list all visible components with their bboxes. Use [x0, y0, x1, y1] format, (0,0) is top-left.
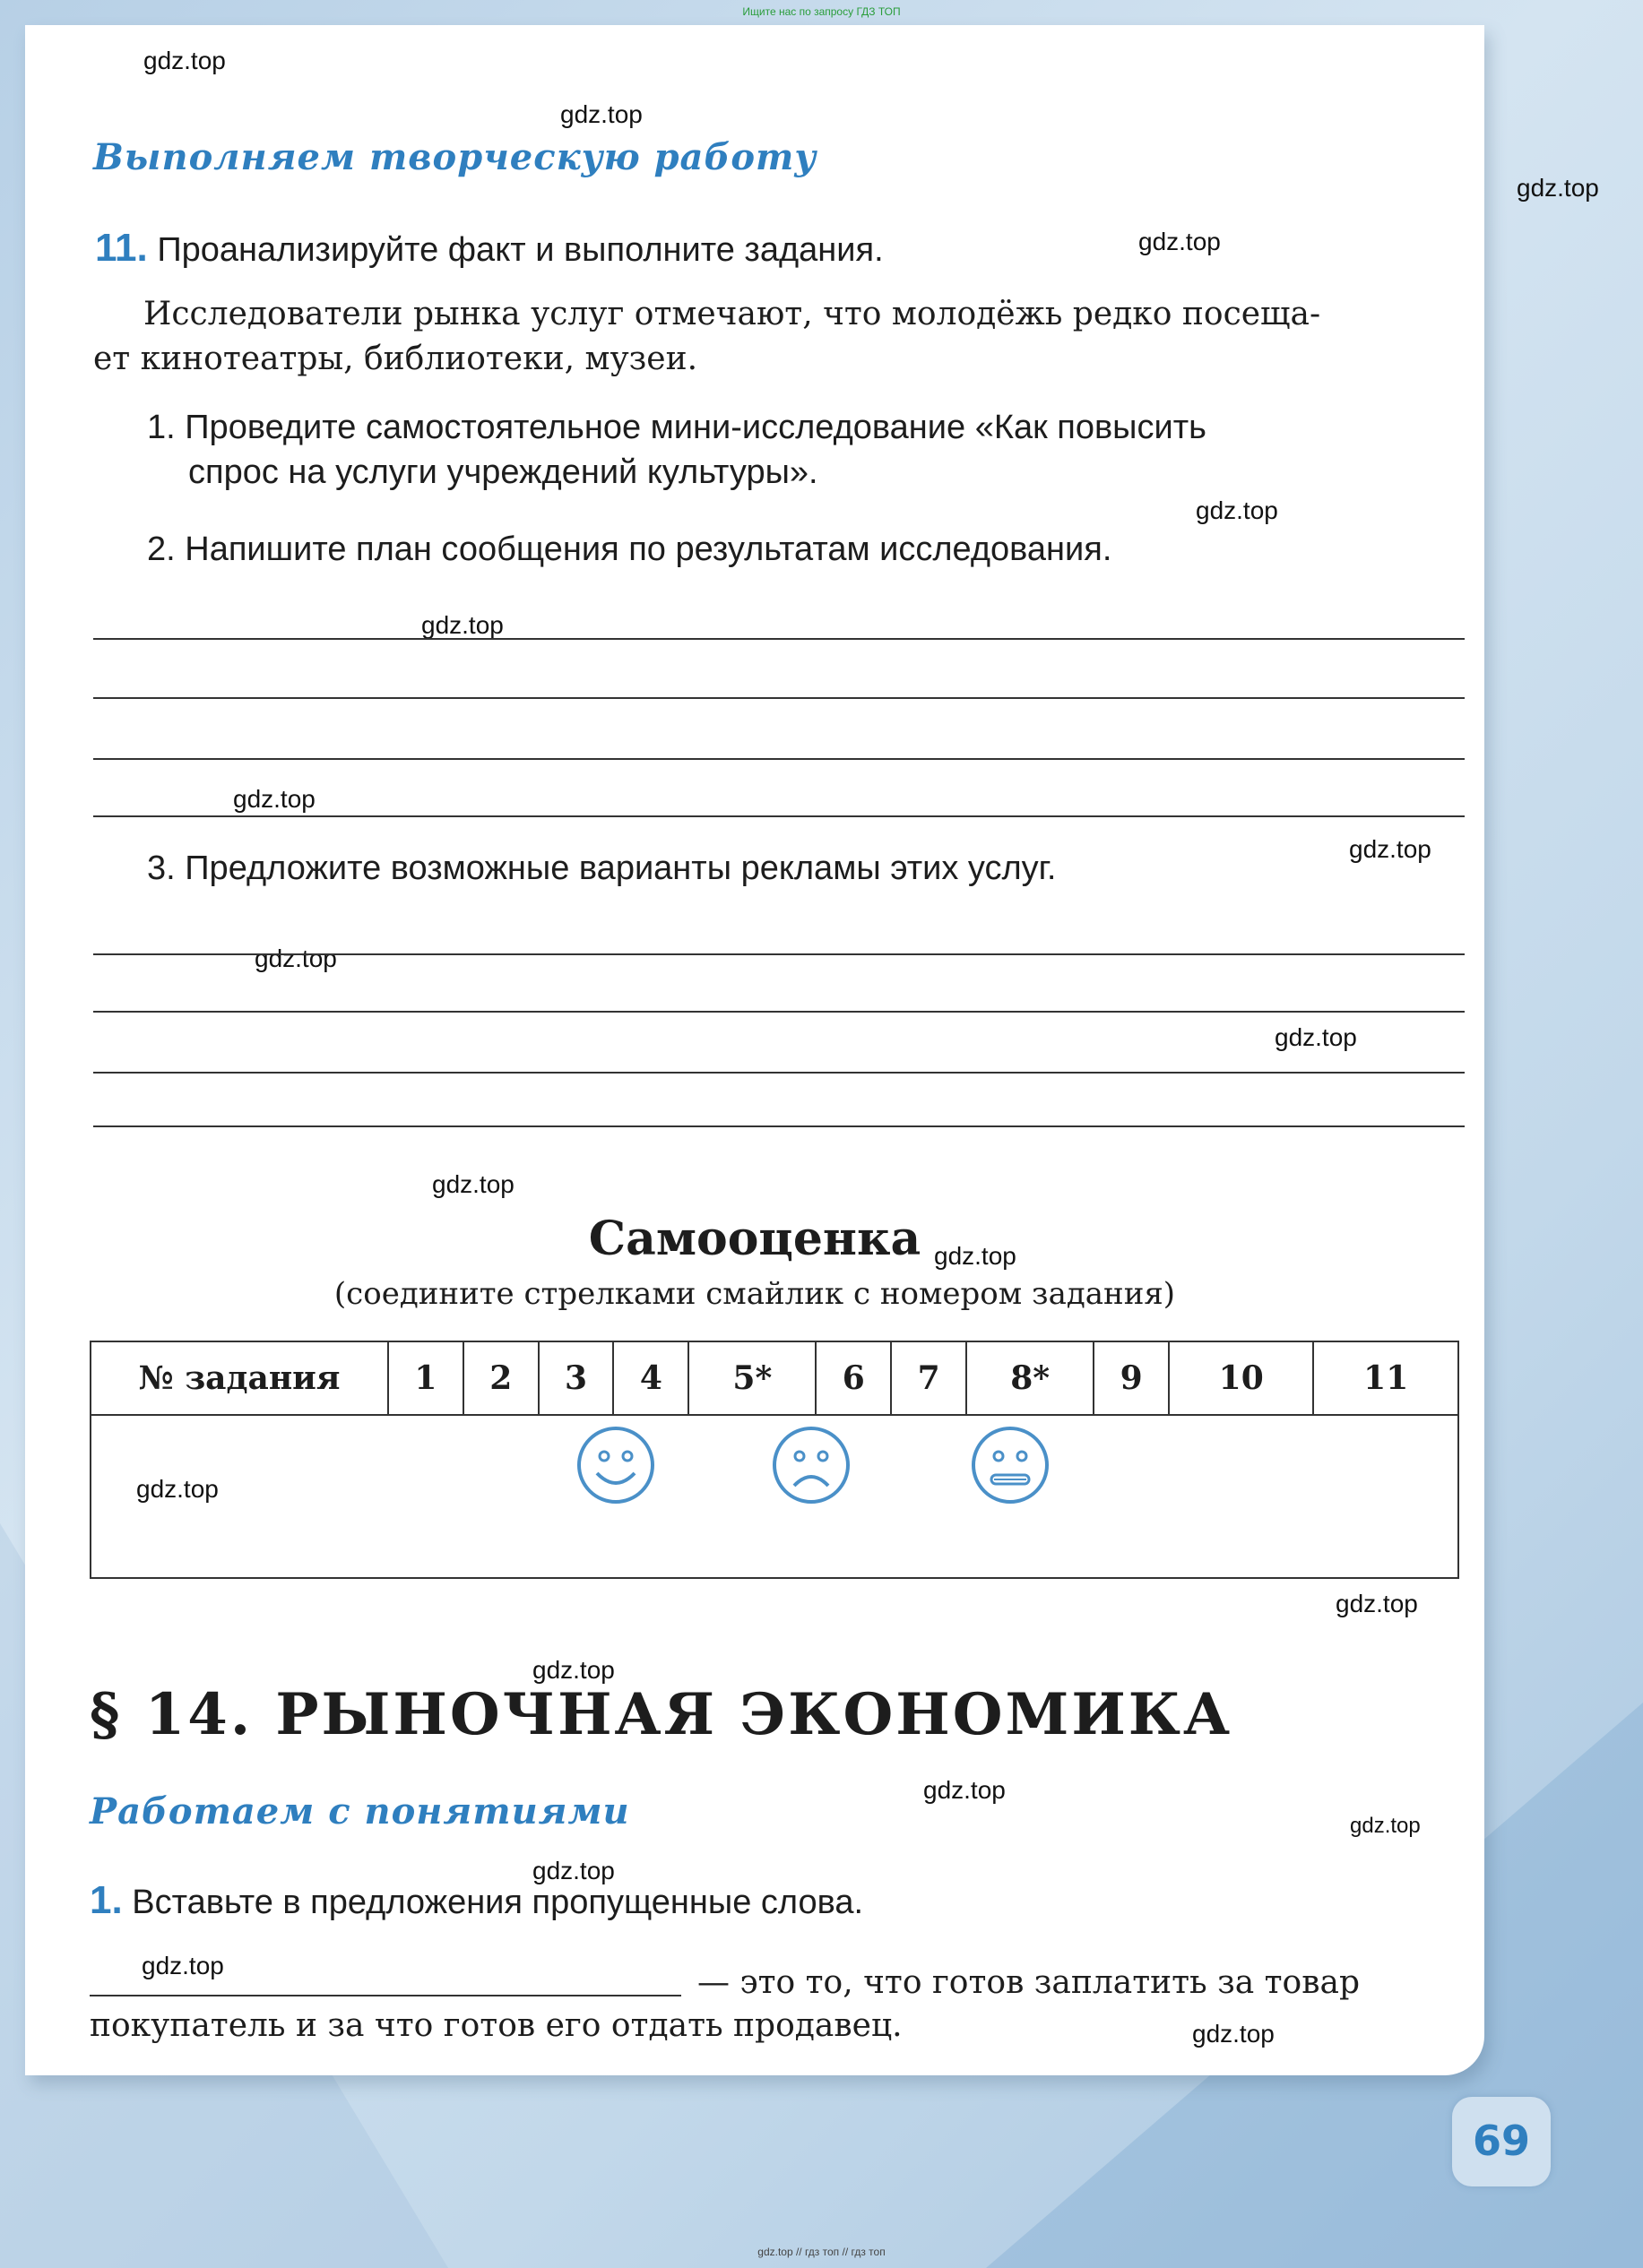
- watermark: gdz.top: [432, 1170, 515, 1198]
- task-number-cell[interactable]: 8*: [966, 1341, 1094, 1415]
- answer-line[interactable]: [93, 638, 1465, 640]
- task-number-cell[interactable]: 11: [1313, 1341, 1458, 1415]
- task-number-cell[interactable]: 5*: [688, 1341, 816, 1415]
- watermark: gdz.top: [1336, 1590, 1418, 1617]
- task-instruction-text: Вставьте в предложения пропущенные слова.: [132, 1884, 864, 1921]
- section-heading-concepts: Работаем с понятиями: [90, 1790, 630, 1833]
- task-number-cell[interactable]: 3: [539, 1341, 614, 1415]
- footer-note: gdz.top // гдз топ // гдз топ: [757, 2246, 886, 2258]
- answer-line[interactable]: [93, 697, 1465, 699]
- chapter-title: § 14. РЫНОЧНАЯ ЭКОНОМИКА: [90, 1681, 1233, 1748]
- answer-line[interactable]: [93, 1125, 1465, 1127]
- watermark: gdz.top: [255, 944, 337, 972]
- watermark: gdz.top: [142, 1952, 224, 1979]
- answer-line[interactable]: [93, 1072, 1465, 1074]
- task-number-cell[interactable]: 4: [613, 1341, 688, 1415]
- task-11-item-3: 3. Предложите возможные варианты рекламы этих услуг.: [147, 849, 1057, 887]
- answer-line[interactable]: [93, 953, 1465, 955]
- task-11-item-1-line-1: 1. Проведите самостоятельное мини-исследование «Как повысить: [147, 409, 1206, 446]
- watermark: gdz.top: [1275, 1023, 1357, 1051]
- fill-in-blank[interactable]: [90, 1995, 681, 1996]
- watermark: gdz.top: [1350, 1814, 1421, 1838]
- watermark: gdz.top: [1517, 174, 1599, 202]
- table-row: [91, 1341, 1458, 1415]
- task-11-item-2: 2. Напишите план сообщения по результатам исследования.: [147, 530, 1112, 568]
- sad-face-icon[interactable]: [771, 1425, 852, 1505]
- task-1-sentence-line-2: покупатель и за что готов его отдать продавец.: [90, 2007, 903, 2044]
- watermark: gdz.top: [934, 1242, 1016, 1270]
- answer-line[interactable]: [93, 815, 1465, 817]
- watermark: gdz.top: [560, 100, 643, 128]
- task-1-sentence-tail: — это то, что готов заплатить за товар: [697, 1964, 1360, 2001]
- answer-line[interactable]: [93, 1011, 1465, 1013]
- task-1-instruction: [90, 1878, 863, 1923]
- task-11-fact-line-1: Исследователи рынка услуг отмечают, что молодёжь редко посеща-: [143, 296, 1321, 332]
- task-number: 1.: [90, 1878, 123, 1922]
- watermark: gdz.top: [923, 1776, 1006, 1804]
- neutral-face-icon[interactable]: [970, 1425, 1051, 1505]
- task-number-cell[interactable]: 9: [1094, 1341, 1169, 1415]
- watermark: gdz.top: [421, 611, 504, 639]
- task-instruction-text: Проанализируйте факт и выполните задания.: [157, 231, 884, 269]
- task-11-fact-line-2: ет кинотеатры, библиотеки, музеи.: [93, 341, 698, 377]
- watermark: gdz.top: [532, 1857, 615, 1884]
- answer-line[interactable]: [93, 758, 1465, 760]
- watermark: gdz.top: [233, 785, 316, 813]
- task-number-cell[interactable]: 2: [463, 1341, 539, 1415]
- task-number: 11.: [95, 226, 148, 270]
- table-header-cell: № задания: [91, 1341, 388, 1415]
- header-note: Ищите нас по запросу ГДЗ ТОП: [742, 5, 901, 18]
- task-number-cell[interactable]: 10: [1169, 1341, 1313, 1415]
- section-heading-creative: Выполняем творческую работу: [93, 136, 817, 178]
- watermark: gdz.top: [136, 1475, 219, 1503]
- task-number-cell[interactable]: 1: [388, 1341, 463, 1415]
- task-number-cell[interactable]: 7: [891, 1341, 966, 1415]
- self-assessment-title: Самооценка: [588, 1212, 921, 1266]
- task-number-cell[interactable]: 6: [816, 1341, 891, 1415]
- watermark: gdz.top: [1196, 496, 1278, 524]
- happy-face-icon[interactable]: [575, 1425, 656, 1505]
- self-assessment-subtitle: (соедините стрелками смайлик с номером задания): [333, 1276, 1176, 1312]
- watermark: gdz.top: [1138, 228, 1221, 255]
- watermark: gdz.top: [143, 47, 226, 74]
- task-11-item-1-line-2: спрос на услуги учреждений культуры».: [188, 453, 818, 491]
- task-11-instruction: [95, 226, 884, 271]
- watermark: gdz.top: [532, 1656, 615, 1684]
- page-number: 69: [1472, 2117, 1530, 2165]
- watermark: gdz.top: [1349, 835, 1431, 863]
- watermark: gdz.top: [1192, 2020, 1275, 2048]
